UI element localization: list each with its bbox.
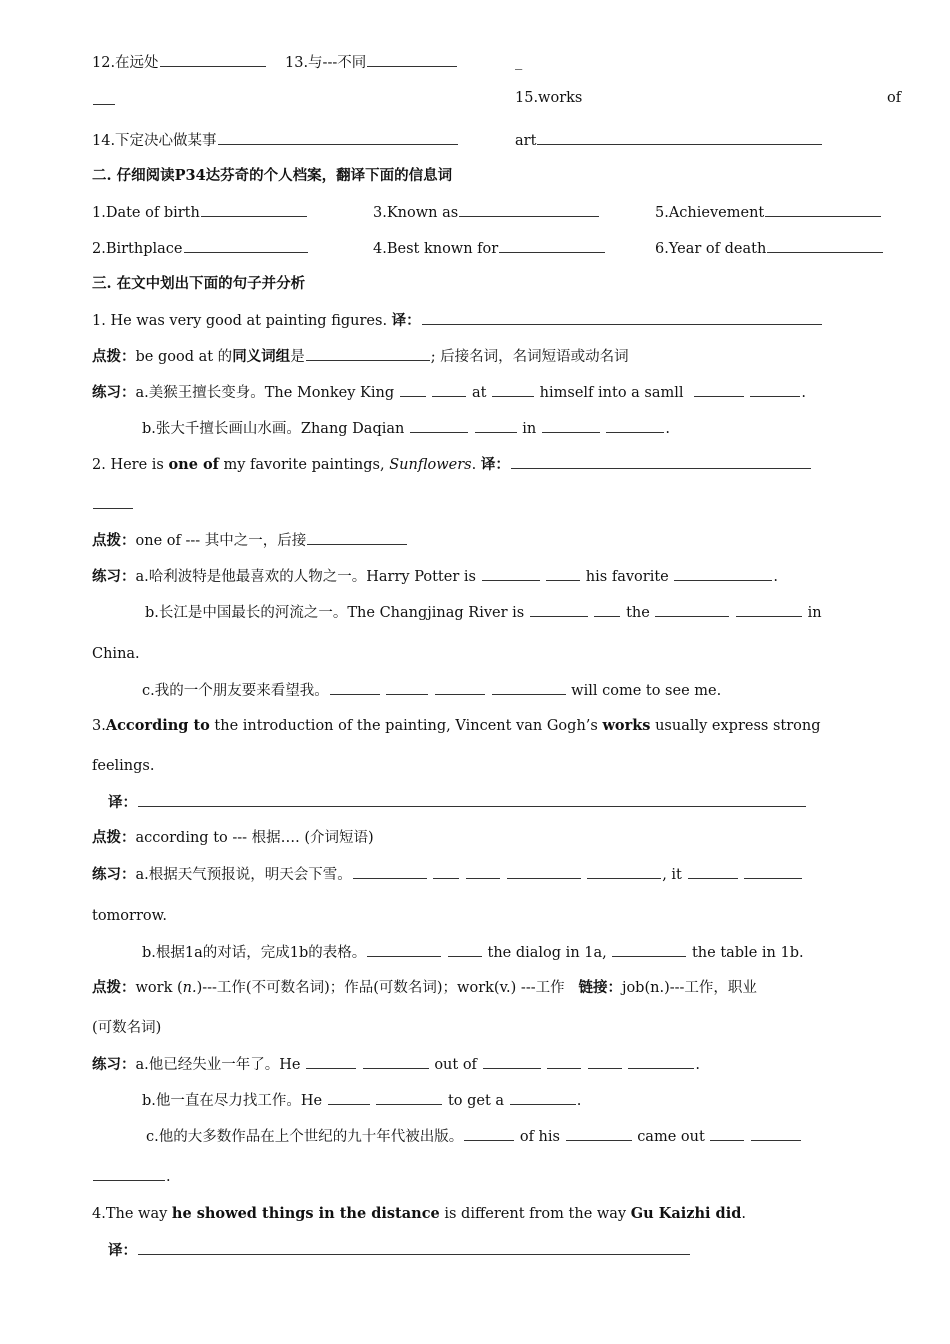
q1-sentence: 1. He was very good at painting figures. 译： [92, 310, 823, 331]
answer-blank[interactable] [160, 52, 266, 67]
info-item-best-known-for: 4.Best known for [373, 238, 606, 259]
vocab-item-15-of: of [887, 90, 902, 106]
vocab-item-15: 15.works [515, 90, 583, 106]
info-item-date-of-birth: 1.Date of birth [92, 202, 308, 223]
q3-sentence-cont: feelings. [92, 758, 155, 774]
answer-blank[interactable] [201, 202, 307, 217]
vocab-item-14: 14.下定决心做某事 [92, 130, 459, 151]
q3-practice-2c-cont: . [92, 1166, 171, 1187]
q3-tip-1: 点拨：according to --- 根据…. (介词短语) [92, 829, 374, 846]
answer-blank[interactable] [184, 238, 308, 253]
section-2-heading: 二. 仔细阅读P34达芬奇的个人档案，翻译下面的信息词 [92, 167, 453, 184]
q3-practice-1a-cont: tomorrow. [92, 908, 167, 924]
answer-blank[interactable] [307, 530, 407, 545]
q3-practice-1a: 练习：a.根据天气预报说，明天会下雪。 , it [92, 864, 803, 885]
answer-blank[interactable] [537, 130, 822, 145]
q2-practice-a: 练习：a.哈利波特是他最喜欢的人物之一。Harry Potter is his favorite . [92, 568, 778, 585]
info-item-birthplace: 2.Birthplace [92, 238, 309, 259]
q3-tip-2: 点拨：work (n.)---工作(不可数名词)；作品(可数名词)；work(v.) ---工作 链接：job(n.)---工作，职业 [92, 979, 757, 996]
answer-blank[interactable] [92, 90, 116, 111]
info-item-known-as: 3.Known as [373, 202, 600, 223]
q2-practice-b: b.长江是中国最长的河流之一。The Changjinag River is the in [145, 602, 822, 623]
q2-translation-blank-cont[interactable] [92, 494, 134, 515]
q2-sentence: 2. Here is one of my favorite paintings, Sunflowers. 译： [92, 454, 812, 475]
vocab-item-13: 13.与---不同 [285, 52, 458, 73]
q3-practice-2c: c.他的大多数作品在上个世纪的九十年代被出版。 of his came out [146, 1126, 802, 1147]
q3-practice-2a: 练习：a.他已经失业一年了。He out of . [92, 1056, 700, 1073]
q3-translation: 译： [108, 792, 807, 813]
q1-practice-b: b.张大千擅长画山水画。Zhang Daqian in . [142, 418, 670, 439]
q3-tip-2-cont: (可数名词) [92, 1020, 162, 1036]
vocab-item-12: 12.在远处 [92, 52, 267, 73]
translation-blank[interactable] [422, 310, 822, 325]
info-item-achievement: 5.Achievement [655, 202, 882, 223]
answer-blank[interactable] [765, 202, 881, 217]
answer-blank[interactable] [767, 238, 883, 253]
q2-tip: 点拨：one of --- 其中之一，后接 [92, 530, 408, 551]
translation-blank[interactable] [511, 454, 811, 469]
vocab-item-15-art: art [515, 130, 823, 151]
q3-practice-2b: b.他一直在尽力找工作。He to get a . [142, 1090, 581, 1111]
answer-blank[interactable] [367, 52, 457, 67]
answer-blank[interactable] [218, 130, 458, 145]
q3-practice-1b: b.根据1a的对话，完成1b的表格。 the dialog in 1a, the table in 1b. [142, 942, 804, 963]
blank-dash: _ [515, 54, 523, 70]
q3-sentence: 3.According to the introduction of the painting, Vincent van Gogh’s works usually express strong [92, 717, 821, 734]
q2-practice-c: c.我的一个朋友要来看望我。 will come to see me. [142, 680, 721, 701]
answer-blank[interactable] [306, 346, 430, 361]
q4-sentence: 4.The way he showed things in the distance is different from the way Gu Kaizhi did. [92, 1205, 746, 1222]
section-3-heading: 三. 在文中划出下面的句子并分析 [92, 275, 306, 292]
answer-blank[interactable] [499, 238, 605, 253]
info-item-year-of-death: 6.Year of death [655, 238, 884, 259]
q1-tip: 点拨：be good at 的同义词组是 ; 后接名词，名词短语或动名词 [92, 348, 629, 365]
q4-translation: 译： [108, 1240, 691, 1261]
q1-practice-a: 练习：a.美猴王擅长变身。The Monkey King at himself into a samll . [92, 384, 806, 401]
answer-blank[interactable] [459, 202, 599, 217]
translation-blank[interactable] [138, 1240, 690, 1255]
q2-practice-b-cont: China. [92, 646, 140, 662]
translation-blank[interactable] [138, 792, 806, 807]
